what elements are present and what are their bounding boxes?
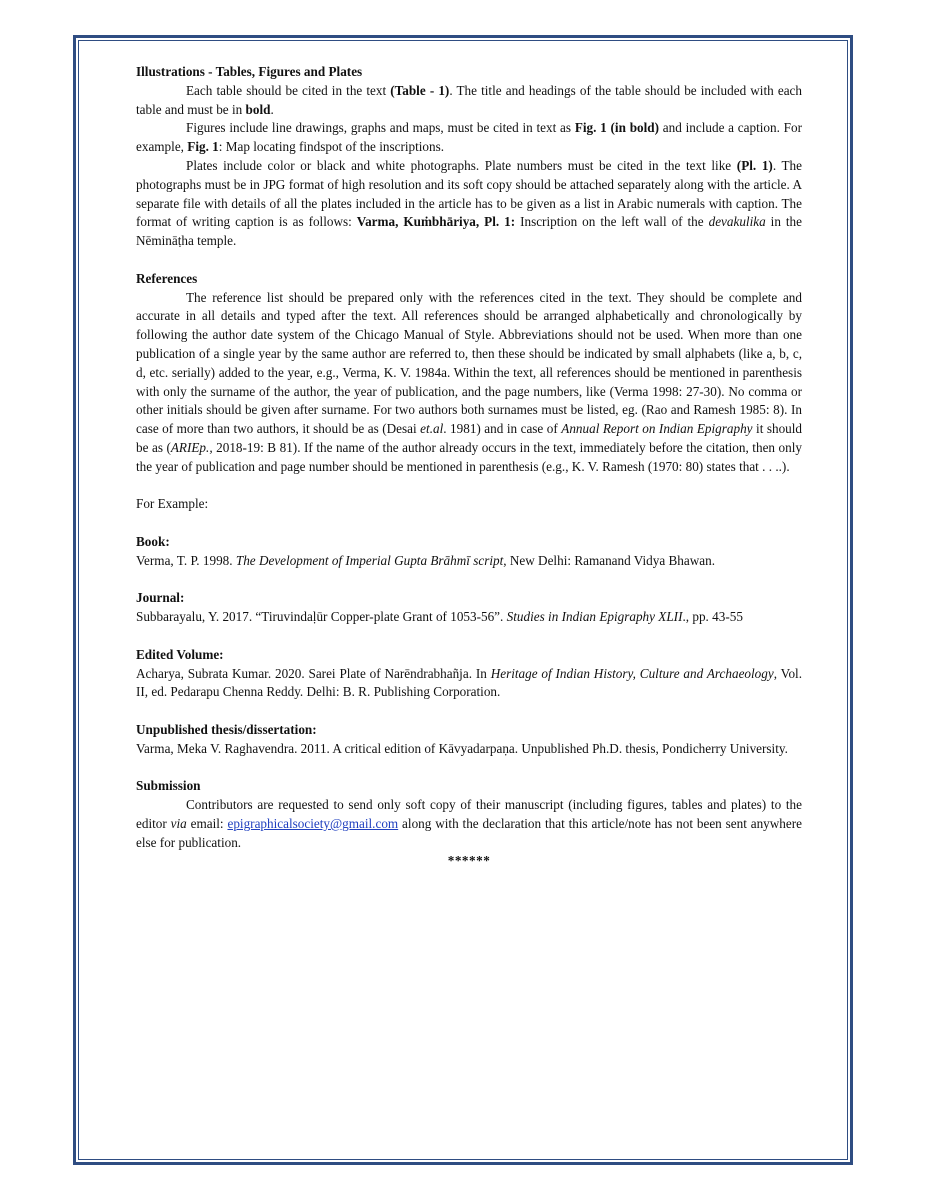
text-run: 2018-19: B 81). If the name of the author already occurs in the text, immediately before the citation, then only the year of publication and page number should be mentioned in parenthesis (e.g., K. V. Ramesh (1970: 80) states that . . ..). — [136, 439, 802, 474]
text-run: . 1981) and in case of — [443, 421, 562, 437]
text-run: Plates include color or black and white photographs. Plate numbers must be cited in the text like — [186, 157, 737, 173]
submission-heading: Submission — [136, 778, 201, 794]
email-link[interactable]: epigraphicalsociety@gmail.com — [227, 815, 399, 831]
text-run: along with the declaration that this article/note has not been sent anywhere else for publication. — [136, 815, 802, 850]
text-run: Each table should be cited in the text — [186, 82, 391, 98]
italic-run: via — [170, 815, 187, 831]
for-example-label: For Example: — [136, 496, 209, 512]
references-heading: References — [136, 270, 198, 286]
text-run: Figures include line drawings, graphs and maps, must be cited in text as — [186, 120, 575, 136]
book-heading: Book: — [136, 533, 170, 549]
edited-volume-heading: Edited Volume: — [136, 646, 224, 662]
text-run: . — [270, 101, 274, 117]
text-run: Acharya, Subrata Kumar. 2020. Sarei Plate of Narēndrabhañja. In — [136, 665, 491, 681]
spacer — [136, 514, 802, 533]
bold-run: (Table - 1) — [390, 82, 450, 98]
tables-paragraph — [136, 82, 802, 120]
bold-run: bold — [245, 101, 271, 117]
end-mark: ****** — [447, 853, 491, 869]
text-run: Subbarayalu, Y. 2017. “Tiruvindaḷūr Copper-plate Grant of 1053-56”. — [136, 609, 507, 625]
references-paragraph — [136, 289, 802, 477]
journal-heading: Journal: — [136, 590, 185, 606]
italic-run: Heritage of Indian History, Culture and Archaeology — [490, 665, 774, 681]
journal-example — [136, 608, 802, 627]
text-run: email: — [186, 815, 228, 831]
text-run: it should be as ( — [136, 421, 803, 455]
text-run: . The photographs must be in JPG format of high resolution and its soft copy should be attached separately along with the article. A separate file with details of all the plates included in the article has to be given as a list in Arabic numerals with caption. The format of writing caption is as follows: — [136, 157, 802, 230]
italic-run: The Development of Imperial Gupta Brāhmī script — [235, 552, 504, 568]
text-run: The reference list should be prepared only with the references cited in the text. They should be complete and accurate in all details and typed after the text. All references should be arranged alphabetically and chronologically by following the author date system of the Chicago Manual of Style. Abbreviations should not be used. When more than one publication of a single year by the same author are referred to, then these should be indicated by small alphabets (like a, b, c, d, etc. serially) added to the year, e.g., Verma, K. V. 1984a. Within the text, all references should be mentioned in parenthesis with only the surname of the author, the year of publication, and the page numbers, like (Verma 1998: 27-30). No comma or other initials should be given after surname. For two authors both surnames must be listed, eg. (Rao and Ramesh 1985: 8). In case of more than two authors, it should be as (Desai — [136, 289, 802, 437]
illustrations-heading: Illustrations - Tables, Figures and Plates — [136, 64, 363, 79]
text-run: in the Nēmināṭha temple. — [136, 214, 803, 249]
text-run: , Vol. II, ed. Pedarapu Chenna Reddy. Delhi: B. R. Publishing Corporation. — [136, 665, 803, 700]
text-run: Verma, T. P. 1998. — [136, 552, 236, 568]
italic-run: Annual Report on Indian Epigraphy — [561, 421, 753, 437]
text-run: : Map locating findspot of the inscriptions. — [218, 139, 445, 155]
text-run: Contributors are requested to send only soft copy of their manuscript (including figures, tables and plates) to the editor — [136, 797, 802, 831]
submission-paragraph — [136, 796, 802, 852]
thesis-example: Varma, Meka V. Raghavendra. 2011. A critical edition of Kāvyadarpaṇa. Unpublished Ph.D. thesis, Pondicherry University. — [136, 740, 788, 756]
spacer — [136, 477, 802, 496]
italic-run: Studies in Indian Epigraphy XLII — [506, 609, 683, 625]
text-run: . The title and headings of the table should be included with each table and must be in — [136, 82, 802, 117]
spacer — [136, 251, 802, 270]
document-body — [136, 63, 802, 871]
book-example — [136, 552, 802, 571]
plates-paragraph — [136, 157, 802, 251]
spacer — [136, 758, 802, 777]
italic-run: et.al — [420, 421, 444, 437]
bold-run: Fig. 1 (in bold) — [574, 120, 660, 136]
text-run: ., pp. 43-55 — [682, 609, 743, 625]
edited-volume-example — [136, 665, 802, 703]
spacer — [136, 702, 802, 721]
bold-run: Varma, Kuṁbhāriya, Pl. 1: — [356, 214, 516, 230]
bold-run: Fig. 1 — [187, 139, 219, 155]
italic-run: ARIEp., — [170, 439, 213, 455]
bold-run: (Pl. 1) — [736, 157, 773, 173]
spacer — [136, 627, 802, 646]
italic-run: devakulika — [708, 214, 766, 230]
text-run: and include a caption. For example, — [136, 120, 802, 155]
thesis-heading: Unpublished thesis/dissertation: — [136, 721, 317, 737]
figures-paragraph — [136, 119, 802, 157]
text-run: , New Delhi: Ramanand Vidya Bhawan. — [503, 552, 716, 568]
text-run: Inscription on the left wall of the — [515, 214, 709, 230]
spacer — [136, 571, 802, 590]
